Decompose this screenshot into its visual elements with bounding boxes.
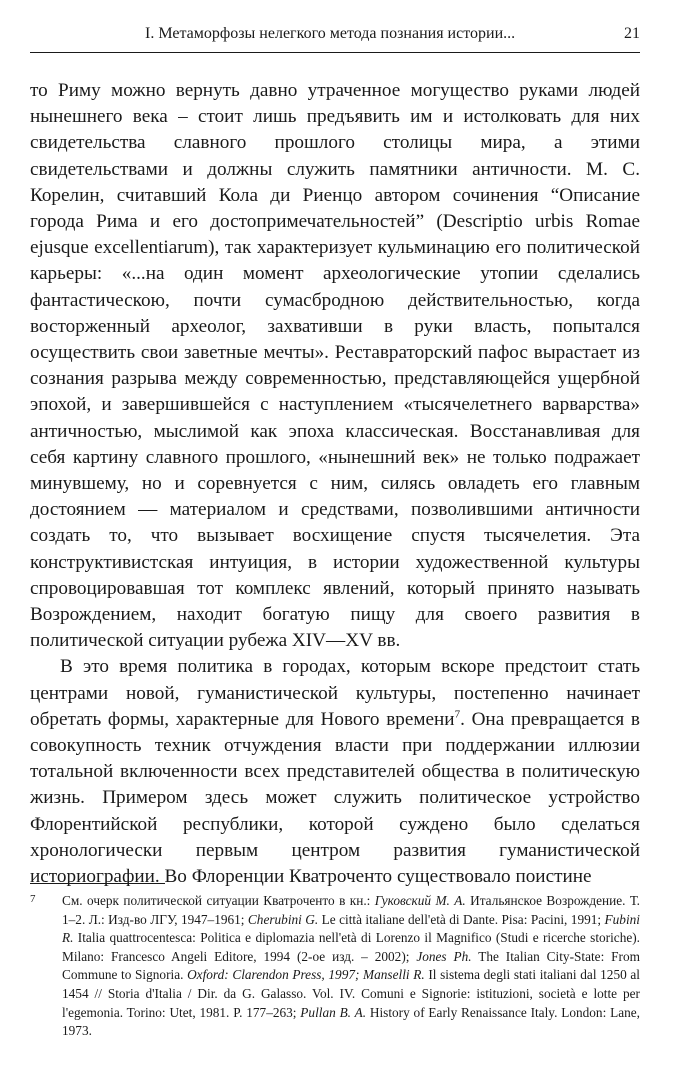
paragraph-1: то Риму можно вернуть давно утраченное могущество руками людей нынешнего века – стоит лишь предъявить им и истолковать для них свидетельства славного прошлого столицы мира, а этими свидетельствами и должны служить памятники античности. М. С. Корелин, считавший Кола ди Риенцо автором сочинения “Описание города Рима и его достопримечательностей” (Descriptio urbis Romae ejusque excellentiarum), так характеризует кульминацию его политической карьеры: «...на один момент археологические утопии сделались фантастическою, почти сумасбродною действительностью, когда восторженный археолог, захвативши в руки власть, попытался осуществить свои заветные мечты». Реставраторский пафос вырастает из сознания разрыва между современностью, представляющейся ущербной эпохой, и завершившейся с наступлением «тысячелетнего варварства» античностью, мыслимой как эпоха классическая. Восстанавливая для себя картину славного прошлого, «нынешний век» не только подражает минувшему, но и соревнуется с ним, силясь овладеть его главным достоянием — материалом и средствами, позволившими античности создать то, что вызывает восхищение спустя тысячелетия. Эта конструктивистская интуиция, в истории художественной культуры спровоцировавшая тот комплекс явлений, который принято называть Возрождением, находит богатую пищу для своего развития в политической ситуации рубежа XIV—XV вв. [30, 80, 640, 652]
footnote-text [62, 892, 640, 1041]
paragraph-2 [30, 654, 640, 890]
footnote-author: Fubini R. [62, 911, 640, 946]
footnote-segment: Le città italiane dell'età di Dante. Pisa: Pacini, 1991; [318, 911, 605, 927]
footnote-author: Pullan B. A. [300, 1004, 367, 1020]
footnote-reference[interactable]: 7 [454, 708, 461, 721]
footnote-segment: Italia quattrocentesca: Politica e diplomazia nell'età di Lorenzo il Magnifico (Studi e ricerche storiche). Milano: Francesco Angeli Editore, 1994 (2-ое изд. – 2002); [62, 930, 640, 964]
footnote-segment: History of Early Renaissance Italy. London: Lane, 1973. [62, 1004, 640, 1039]
page-number: 21 [624, 25, 640, 42]
paragraph-2-text-a: В это время политика в городах, которым вскоре предстоит стать центрами новой, гуманистической культуры, постепенно начинает обретать формы, характерные для Нового времени [30, 656, 640, 730]
footnote-author: Cherubini G. [247, 911, 319, 927]
footnote-author: Гуковский М. А. [374, 893, 466, 908]
footnote-author: Jones Ph. [416, 948, 472, 964]
running-title: I. Метаморфозы нелегкого метода познания истории... [145, 25, 516, 42]
footnote-author: Oxford: Clarendon Press, 1997; Manselli R. [187, 967, 425, 983]
footnote-segment: The Italian City-State: From Commune to Signoria. [62, 948, 640, 983]
footnote-segment: Il sistema degli stati italiani dal 1250 al 1454 // Storia d'Italia / Dir. da G. Galasso. Vol. IV. Comuni e Signorie: istituzioni, società e lotte per l'egemonia. Torino: Utet, 1981. P. 177–263; [62, 967, 640, 1020]
running-header [30, 24, 640, 53]
footnote-segment: Итальянское Возрождение. Т. 1–2. Л.: Изд-во ЛГУ, 1947–1961; [62, 893, 640, 927]
main-text [30, 78, 640, 890]
footnote [30, 892, 640, 1041]
footnote-segment: См. очерк политической ситуации Кватроченто в кн.: [62, 893, 375, 908]
footnote-divider [30, 883, 165, 884]
footnote-number: 7 [30, 893, 36, 905]
paragraph-2-text-b: . Она превращается в совокупность техник отчуждения власти при поддержании иллюзии тотальной включенности всех представителей общества в политическую жизнь. Примером здесь может служить политическое устройство Флорентийской республики, которой суждено было сделаться хронологически первым центром развития гуманистической историографии. Во Флоренции Кватроченто существовало поистине [30, 708, 640, 888]
